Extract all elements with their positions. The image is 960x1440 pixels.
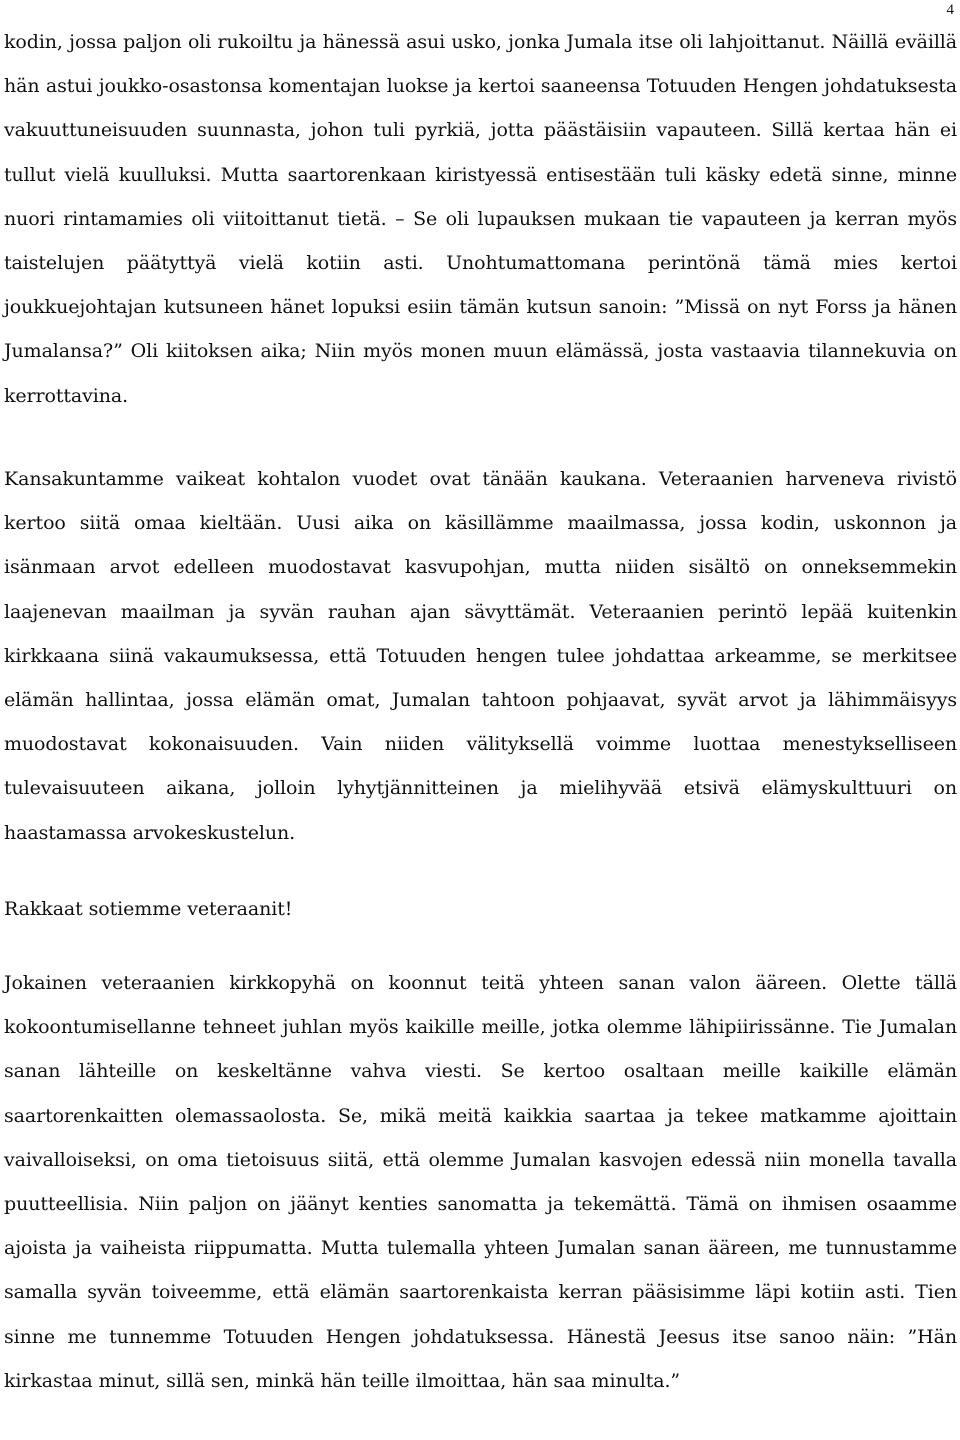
paragraph-1: kodin, jossa paljon oli rukoiltu ja hänessä asui usko, jonka Jumala itse oli lahjoittanut. Näillä eväillä hän astui joukko-osastonsa komentajan luokse ja kertoi saaneensa Totuuden Hengen johdatuksesta vakuuttuneisuuden suunnasta, johon tuli pyrkiä, jotta päästäisiin vapauteen. Sillä kertaa hän ei tullut vielä kuulluksi. Mutta saartorenkaan kiristyessä entisestään tuli käsky edetä sinne, minne nuori rintamamies oli viitoittanut tietä. – Se oli lupauksen mukaan tie vapauteen ja kerran myös taistelujen päätyttyä vielä kotiin asti. Unohtumattomana perintönä tämä mies kertoi joukkuejohtajan kutsuneen hänet lopuksi esiin tämän kutsun sanoin: ”Missä on nyt Forss ja hänen Jumalansa?” Oli kiitoksen aika; Niin myös monen muun elämässä, josta vastaavia tilannekuvia on kerrottavina. <box>4 31 957 407</box>
paragraph-2: Kansakuntamme vaikeat kohtalon vuodet ovat tänään kaukana. Veteraanien harveneva rivistö kertoo siitä omaa kieltään. Uusi aika on käsillämme maailmassa, jossa kodin, uskonnon ja isänmaan arvot edelleen muodostavat kasvupohjan, mutta niiden sisältö on onneksemmekin laajenevan maailman ja syvän rauhan ajan sävyttämät. Veteraanien perintö lepää kuitenkin kirkkaana siinä vakaumuksessa, että Totuuden hengen tulee johdattaa arkeamme, se merkitsee elämän hallintaa, jossa elämän omat, Jumalan tahtoon pohjaavat, syvät arvot ja lähimmäisyys muodostavat kokonaisuuden. Vain niiden välityksellä voimme luottaa menestykselliseen tulevaisuuteen aikana, jolloin lyhytjännitteinen ja mielihyvää etsivä elämyskulttuuri on haastamassa arvokeskustelun. <box>4 468 957 844</box>
paragraph-salutation: Rakkaat sotiemme veteraanit! <box>4 898 293 920</box>
page-number: 4 <box>946 2 954 18</box>
paragraph-4: Jokainen veteraanien kirkkopyhä on koonnut teitä yhteen sanan valon ääreen. Olette tällä kokoontumisellanne tehneet juhlan myös kaikille meille, jotka olemme lähipiirissänne. Tie Jumalan sanan lähteille on keskeltänne vahva viesti. Se kertoo osaltaan meille kaikille elämän saartorenkaitten olemassaolosta. Se, mikä meitä kaikkia saartaa ja tekee matkamme ajoittain vaivalloiseksi, on oma tietoisuus siitä, että olemme Jumalan kasvojen edessä niin monella tavalla puutteellisia. Niin paljon on jäänyt kenties sanomatta ja tekemättä. Tämä on ihmisen osaamme ajoista ja vaiheista riippumatta. Mutta tulemalla yhteen Jumalan sanan ääreen, me tunnustamme samalla syvän toiveemme, että elämän saartorenkaista kerran pääsisimme läpi kotiin asti. Tien sinne me tunnemme Totuuden Hengen johdatuksessa. Hänestä Jeesus itse sanoo näin: ”Hän kirkastaa minut, sillä sen, minkä hän teille ilmoittaa, hän saa minulta.” <box>4 972 957 1392</box>
